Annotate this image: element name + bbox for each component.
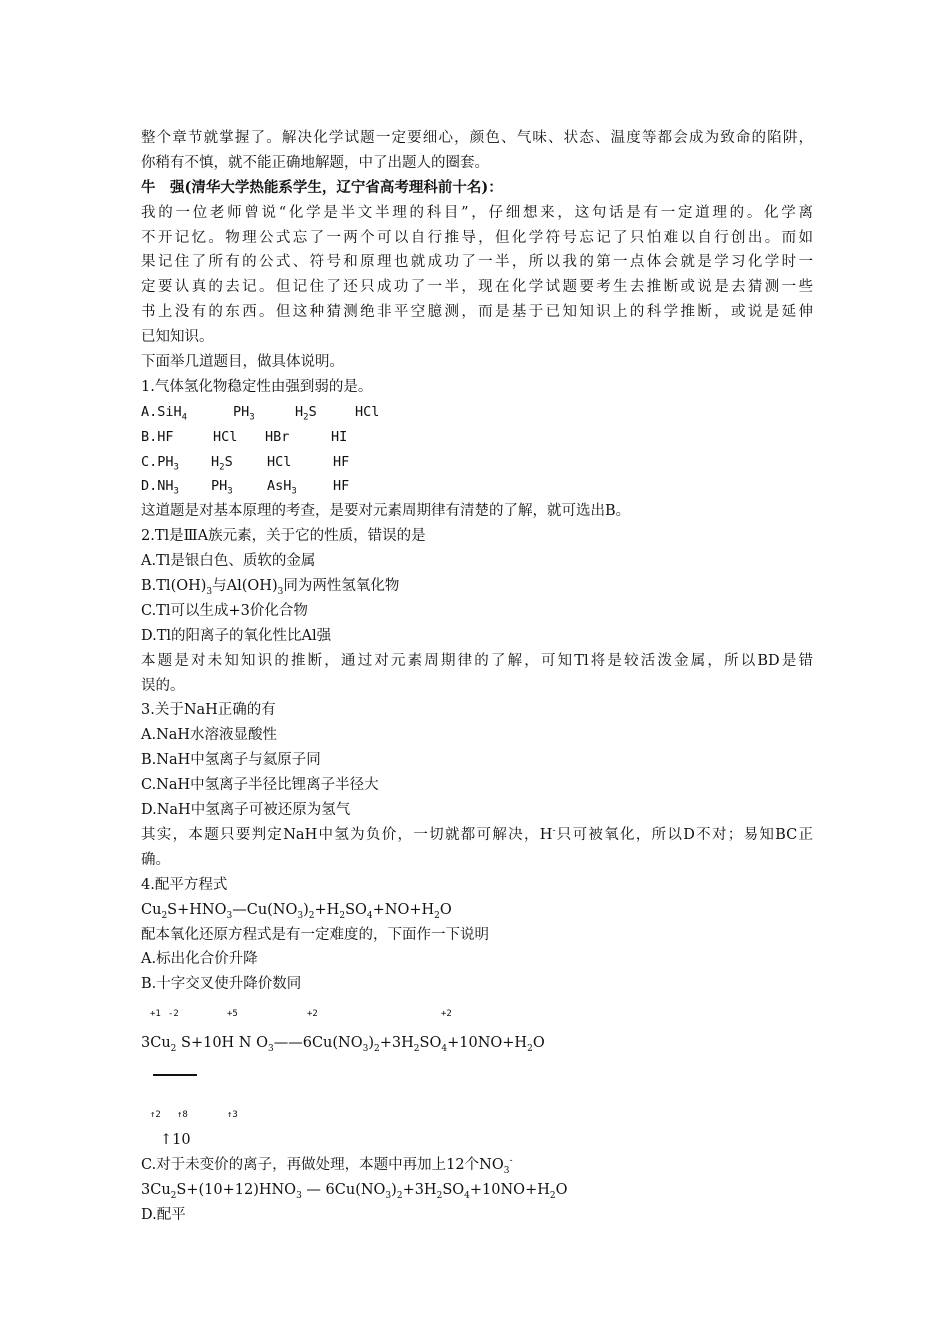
paragraph-line-2: 不开记忆。物理公式忘了一两个可以自行推导，但化学符号忘记了只怕难以自行创出。而如 xyxy=(141,229,813,246)
q4-step-a: A.标出化合价升降 xyxy=(141,951,258,968)
q2-option-a: A.Tl是银白色、质软的金属 xyxy=(141,553,316,570)
valence-marks xyxy=(141,1007,813,1021)
valence-n-product: +2 xyxy=(441,1009,452,1020)
arrow-up-2: ↑2 xyxy=(150,1110,161,1121)
q1-option-d: $D.NH_3$ $PH_3$ AsH$_3$ HF xyxy=(141,478,350,498)
q3-option-d: D.NaH中氢离子可被还原为氢气 xyxy=(141,802,351,819)
q2-option-c: C.Tl可以生成+3价化合物 xyxy=(141,602,308,619)
paragraph-line-5: 书上没有的东西。但这种猜测绝非平空臆测，而是基于已知知识上的科学推断，或说是延伸 xyxy=(141,304,813,321)
paragraph-line-6: 已知知识。 xyxy=(141,329,214,346)
q3-option-c: C.NaH中氢离子半径比锂离子半径大 xyxy=(141,777,379,794)
q3-answer-line-2: 确。 xyxy=(141,851,170,868)
document-page xyxy=(141,126,813,1228)
q4-stem: 4.配平方程式 xyxy=(141,876,228,893)
q2-answer-line-2: 误的。 xyxy=(141,677,185,694)
intro-line-1: 整个章节就掌握了。解决化学试题一定要细心，颜色、气味、状态、温度等都会成为致命的陷阱， xyxy=(141,130,813,146)
arrow-marks xyxy=(141,1108,813,1122)
q4-equation: $Cu_2S+HNO_3—Cu(NO_3)_2+H_2SO_4+NO+H_2O$ xyxy=(141,901,452,921)
arrow-up-8: ↑8 xyxy=(177,1110,188,1121)
q2-option-d: D.Tl的阳离子的氧化性比Al强 xyxy=(141,627,332,644)
paragraph-line-3: 果记住了所有的公式、符号和原理也就成功了一半，所以我的第一点体会就是学习化学时一 xyxy=(141,254,813,271)
valence-cu-product: +2 xyxy=(307,1009,318,1020)
q4-step-c: C.对于未变价的离子，再做处理，本题中再加上12个$NO_3^-$ xyxy=(141,1156,513,1176)
paragraph-line-4: 定要认真的去记。但记住了还只成功了一半，现在化学试题要考生去推断或说是去猜测一些 xyxy=(141,279,813,296)
q1-option-c: $C.PH_3$ $H_2S$ HCl HF xyxy=(141,453,350,473)
q4-marked-equation: $3Cu_2$ S+10H N $O_3——6Cu(NO_3)_2+3H_2SO_4+10NO+H_2O$ xyxy=(141,1035,545,1055)
q3-answer-line-1: 其实，本题只要判定NaH中氢为负价，一切就都可解决，H-只可被氧化，所以D不对；易知BC正 xyxy=(141,826,813,843)
q3-option-b: B.NaH中氢离子与氦原子同 xyxy=(141,752,321,769)
q2-answer-line-1: 本题是对未知知识的推断，通过对元素周期律的了解，可知Tl将是较活泼金属，所以BD是错 xyxy=(141,652,813,669)
q4-step-d: D.配平 xyxy=(141,1206,186,1223)
q3-stem: 3.关于NaH正确的有 xyxy=(141,702,276,719)
valence-n: +5 xyxy=(227,1009,238,1020)
arrow-up-3: ↑3 xyxy=(227,1110,238,1121)
lead-sentence: 下面举几道题目，做具体说明。 xyxy=(141,354,344,371)
q1-stem: 1.气体氢化物稳定性由强到弱的是。 xyxy=(141,378,373,395)
valence-s: -2 xyxy=(168,1009,179,1020)
q4-note: 配本氧化还原方程式是有一定难度的，下面作一下说明 xyxy=(141,926,489,943)
q4-final-equation: $3Cu_2S+(10+12)HNO_3$ — $6Cu(NO_3)_2+3H_2SO_4+10NO+H_2O$ xyxy=(141,1181,568,1201)
arrow-total: ↑10 xyxy=(160,1132,191,1149)
q1-option-b: B.HF HCl HBr HI xyxy=(141,428,348,445)
q1-option-a: A.SiH$_4$ $PH_3$ $H_2S$ HCl xyxy=(141,403,380,423)
paragraph-line-1: 我的一位老师曾说“化学是半文半理的科目”，仔细想来，这句话是有一定道理的。化学离 xyxy=(141,204,813,221)
q3-option-a: A.NaH水溶液显酸性 xyxy=(141,727,278,744)
valence-cu: +1 xyxy=(150,1009,161,1020)
q4-step-b: B.十字交叉使升降价数同 xyxy=(141,976,302,993)
q2-option-b: $B.Tl(OH)_3$与$Al(OH)_3$同为两性氢氧化物 xyxy=(141,578,400,597)
intro-line-2: 你稍有不慎，就不能正确地解题，中了出题人的圈套。 xyxy=(141,154,489,171)
q2-stem: 2.Tl是ⅢA族元素，关于它的性质，错误的是 xyxy=(141,528,426,545)
author-heading: 牛 强(清华大学热能系学生，辽宁省高考理科前十名)： xyxy=(141,178,503,196)
q1-answer: 这道题是对基本原理的考查，是要对元素周期律有清楚的了解，就可选出B。 xyxy=(141,503,631,520)
